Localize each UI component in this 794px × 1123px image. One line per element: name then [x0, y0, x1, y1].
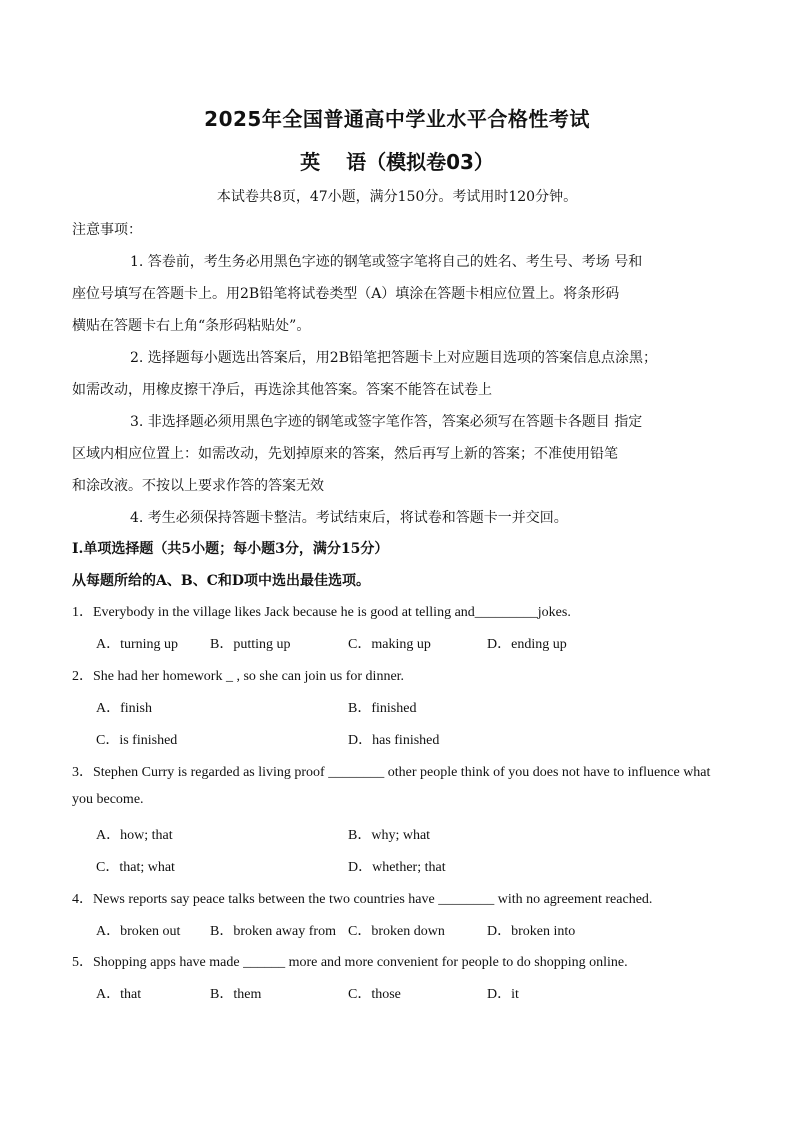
- option-a: A．turning up: [96, 637, 179, 652]
- notice-line: 3. 非选择题必须用黑色字迹的钢笔或签字笔作答，答案必须写在答题卡各题目 指定: [130, 414, 643, 430]
- subject-char: 英: [300, 150, 321, 174]
- option-c: C．those: [348, 987, 401, 1002]
- notice-line: 和涂改液。不按以上要求作答的答案无效: [72, 478, 324, 494]
- option-b: B．them: [210, 987, 262, 1002]
- option-a: A．how; that: [96, 828, 173, 843]
- question-stem-continued: you become.: [72, 792, 144, 807]
- option-d: D．whether; that: [348, 860, 446, 875]
- notice-line: 横贴在答题卡右上角“条形码粘贴处”。: [72, 318, 311, 334]
- option-d: D．ending up: [487, 637, 567, 652]
- option-c: C．making up: [348, 637, 431, 652]
- notice-line: 区域内相应位置上：如需改动，先划掉原来的答案，然后再写上新的答案；不准使用铅笔: [72, 446, 618, 462]
- option-a: A．that: [96, 987, 142, 1002]
- notice-heading: 注意事项：: [72, 222, 142, 238]
- exam-title: 2025年全国普通高中学业水平合格性考试: [204, 107, 590, 131]
- option-a: A．finish: [96, 701, 152, 716]
- notice-line: 如需改动，用橡皮擦干净后，再选涂其他答案。答案不能答在试卷上: [72, 382, 492, 398]
- option-b: B．why; what: [348, 828, 431, 843]
- notice-line: 1. 答卷前，考生务必用黑色字迹的钢笔或签字笔将自己的姓名、考生号、考场 号和: [130, 254, 643, 270]
- option-a: A．broken out: [96, 924, 181, 939]
- option-b: B．broken away from: [210, 924, 336, 939]
- exam-info: 本试卷共8页，47小题，满分150分。考试用时120分钟。: [216, 189, 578, 205]
- option-d: D．has finished: [348, 733, 440, 748]
- notice-line: 4. 考生必须保持答题卡整洁。考试结束后，将试卷和答题卡一并交回。: [130, 510, 568, 526]
- section-instruction: 从每题所给的A、B、C和D项中选出最佳选项。: [72, 573, 370, 589]
- question-stem: 5．Shopping apps have made ______ more and more convenient for people to do shopping online.: [72, 955, 628, 970]
- notice-line: 2. 选择题每小题选出答案后，用2B铅笔把答题卡上对应题目选项的答案信息点涂黑；: [130, 350, 658, 366]
- option-b: B．finished: [348, 701, 417, 716]
- option-d: D．it: [487, 987, 519, 1002]
- subject-rest: 语（模拟卷03）: [346, 150, 494, 174]
- exam-subject-title: [0, 146, 794, 175]
- question-stem: 2．She had her homework _ , so she can join us for dinner.: [72, 669, 405, 684]
- option-b: B．putting up: [210, 637, 291, 652]
- question-stem: 4．News reports say peace talks between the two countries have ________ with no agreement reached.: [72, 892, 653, 907]
- question-stem: 3．Stephen Curry is regarded as living proof ________ other people think of you does not have to influence what: [72, 765, 711, 780]
- option-c: C．is finished: [96, 733, 178, 748]
- option-c: C．that; what: [96, 860, 175, 875]
- notice-line: 座位号填写在答题卡上。用2B铅笔将试卷类型（A）填涂在答题卡相应位置上。将条形码: [72, 286, 620, 302]
- section-heading: I.单项选择题（共5小题；每小题3分，满分15分）: [72, 541, 389, 557]
- option-c: C．broken down: [348, 924, 445, 939]
- option-d: D．broken into: [487, 924, 576, 939]
- question-stem: 1．Everybody in the village likes Jack because he is good at telling and_________jokes.: [72, 605, 571, 620]
